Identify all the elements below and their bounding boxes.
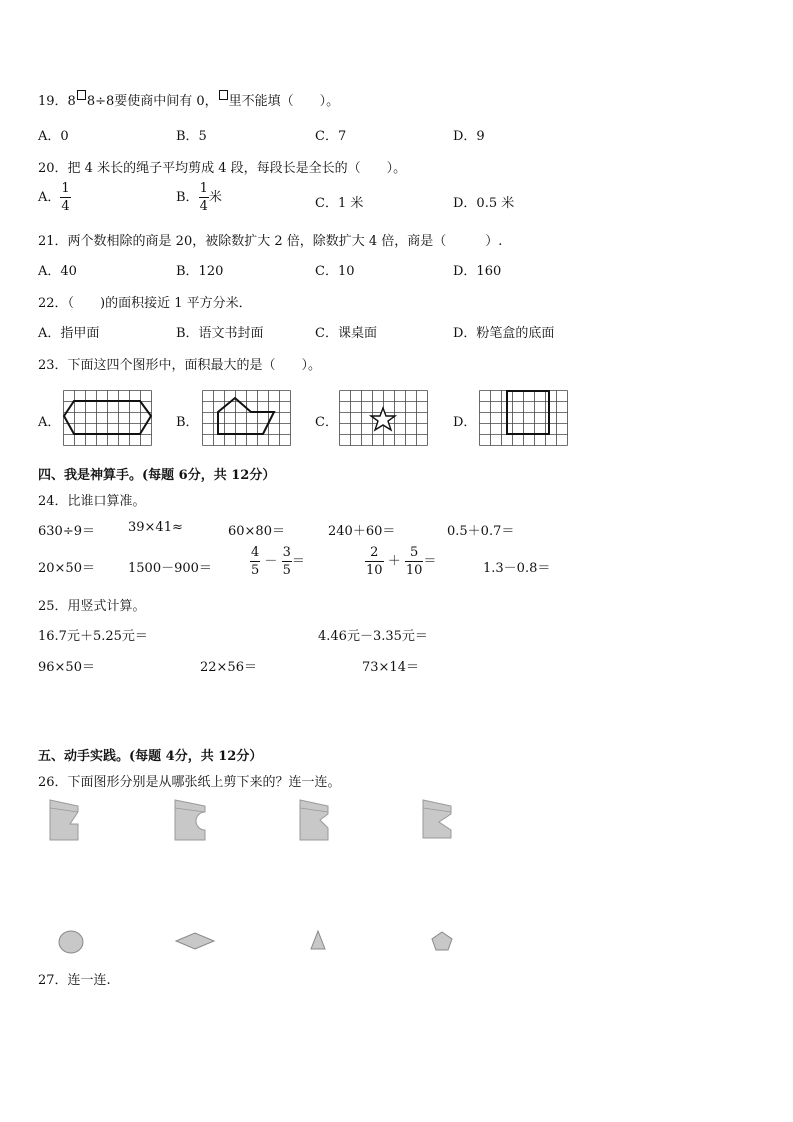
- q25-item-3: 96×50＝: [38, 660, 95, 675]
- triangle-shape[interactable]: [308, 928, 328, 952]
- q19-option-a[interactable]: A．0: [38, 129, 69, 144]
- q19-option-d[interactable]: D．9: [453, 129, 485, 144]
- fraction: $\frac{3}{5}$: [282, 545, 291, 578]
- grid-figure-a[interactable]: [63, 390, 152, 450]
- q23-option-a[interactable]: A．: [38, 415, 61, 430]
- diamond-shape[interactable]: [174, 930, 216, 952]
- section-5-title: 五、动手实践。(每题 4分，共 12分）: [38, 749, 263, 764]
- pentagon-shape[interactable]: [429, 929, 455, 953]
- folded-paper-4[interactable]: [421, 798, 457, 842]
- q22-option-c[interactable]: C．课桌面: [315, 326, 377, 341]
- q21-stem: 21．两个数相除的商是 20，被除数扩大 2 倍，除数扩大 4 倍，商是（ ）.: [38, 234, 503, 249]
- folded-paper-3[interactable]: [298, 798, 334, 842]
- q25-item-2: 4.46元－3.35元＝: [318, 629, 428, 644]
- q22-stem: 22．（ )的面积接近 1 平方分米．: [38, 296, 252, 311]
- q20-option-c[interactable]: C．1 米: [315, 196, 364, 211]
- q23-stem: 23．下面这四个图形中，面积最大的是（ ）。: [38, 358, 322, 373]
- q24-item-7: 1500－900＝: [128, 561, 212, 576]
- grid-figure-b[interactable]: [202, 390, 291, 450]
- q20-option-a[interactable]: A． $\frac{1}{4}$: [38, 181, 70, 214]
- q26-stem: 26．下面图形分别是从哪张纸上剪下来的？连一连。: [38, 775, 341, 790]
- q20-option-d[interactable]: D．0.5 米: [453, 196, 515, 211]
- blank-box-icon: [77, 90, 86, 100]
- q21-option-a[interactable]: A．40: [38, 264, 77, 279]
- fraction: $\frac{5}{10}$: [405, 545, 423, 578]
- star-shape: [371, 408, 395, 430]
- q24-item-10: 1.3－0.8＝: [483, 561, 551, 576]
- q24-item-4: 240＋60＝: [328, 524, 396, 539]
- q24-item-8: $\frac{4}{5}$ － $\frac{3}{5}$ ＝: [251, 545, 305, 578]
- q25-item-4: 22×56＝: [200, 660, 257, 675]
- q22-option-d[interactable]: D．粉笔盒的底面: [453, 326, 555, 341]
- grid-lines: [64, 391, 152, 446]
- q25-stem: 25．用竖式计算。: [38, 599, 146, 614]
- grid-lines: [480, 391, 568, 446]
- q24-stem: 24．比谁口算准。: [38, 494, 146, 509]
- q19-option-c[interactable]: C．7: [315, 129, 347, 144]
- q21-option-b[interactable]: B．120: [176, 264, 224, 279]
- q19-option-b[interactable]: B．5: [176, 129, 207, 144]
- circle-shape[interactable]: [56, 928, 86, 956]
- house-shape: [218, 398, 274, 434]
- q24-item-9: $\frac{2}{10}$ ＋ $\frac{5}{10}$ ＝: [366, 545, 437, 578]
- grid-lines: [203, 391, 291, 446]
- q22-option-a[interactable]: A．指甲面: [38, 326, 100, 341]
- fraction: $\frac{4}{5}$: [251, 545, 260, 578]
- section-4-title: 四、我是神算手。(每题 6分，共 12分）: [38, 468, 276, 483]
- fraction: $\frac{2}{10}$: [366, 545, 383, 578]
- q24-item-6: 20×50＝: [38, 561, 95, 576]
- q23-option-c[interactable]: C．: [315, 415, 338, 430]
- q22-option-b[interactable]: B．语文书封面: [176, 326, 264, 341]
- fraction: $\frac{1}{4}$: [199, 181, 208, 214]
- q24-item-2: 39×41≈: [128, 520, 183, 535]
- folded-paper-1[interactable]: [48, 798, 84, 842]
- q19-stem: 19．8 8÷8要使商中间有 0， 里不能填（ ）。: [38, 90, 339, 109]
- q20-option-b[interactable]: B． $\frac{1}{4}$ 米: [176, 181, 222, 214]
- q27-stem: 27．连一连.: [38, 973, 111, 988]
- q23-option-b[interactable]: B．: [176, 415, 199, 430]
- q21-option-c[interactable]: C．10: [315, 264, 355, 279]
- folded-paper-2[interactable]: [173, 798, 213, 842]
- blank-box-icon: [219, 90, 228, 100]
- q24-item-5: 0.5＋0.7＝: [447, 524, 515, 539]
- q24-item-1: 630÷9＝: [38, 524, 95, 539]
- fraction: $\frac{1}{4}$: [61, 181, 70, 214]
- grid-figure-c[interactable]: [339, 390, 428, 450]
- q24-item-3: 60×80＝: [228, 524, 285, 539]
- q23-option-d[interactable]: D．: [453, 415, 477, 430]
- q20-stem: 20．把 4 米长的绳子平均剪成 4 段，每段长是全长的（ ）。: [38, 161, 407, 176]
- q21-option-d[interactable]: D．160: [453, 264, 502, 279]
- q25-item-1: 16.7元＋5.25元＝: [38, 629, 148, 644]
- q25-item-5: 73×14＝: [362, 660, 419, 675]
- grid-figure-d[interactable]: [479, 390, 568, 450]
